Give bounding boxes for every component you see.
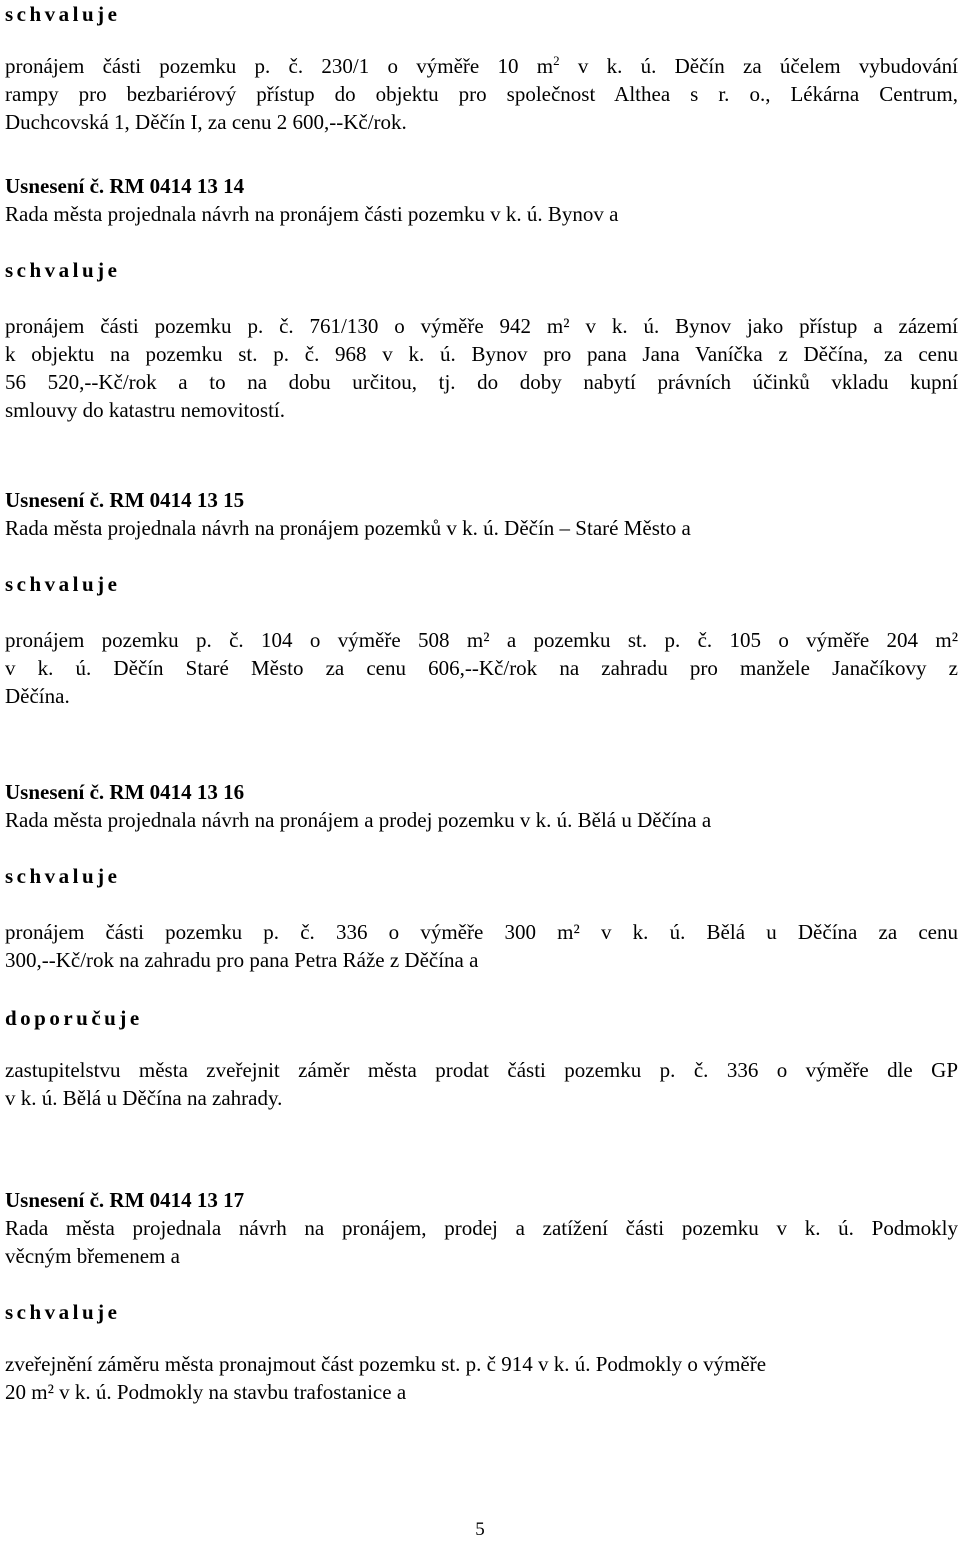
resolution-body — [5, 918, 958, 974]
keyword-schvaluje: schvaluje — [5, 572, 121, 596]
text-line: v k. ú. Bělá u Děčína na zahrady. — [5, 1086, 283, 1110]
text-line: pronájem části pozemku p. č. 230/1 o výměře 10 $m^2$ v k. ú. Děčín za účelem vybudování — [5, 53, 958, 78]
paragraph-top — [5, 52, 958, 136]
text-line: věcným břemenem a — [5, 1244, 180, 1268]
text-line: pronájem části pozemku p. č. 336 o výměře 300 m² v k. ú. Bělá u Děčína za cenu — [5, 920, 958, 944]
text-line: 300,--Kč/rok na zahradu pro pana Petra Ráže z Děčína a — [5, 948, 479, 972]
keyword-schvaluje: schvaluje — [5, 2, 121, 26]
resolution-body — [5, 1056, 958, 1112]
keyword-schvaluje: schvaluje — [5, 258, 121, 282]
text-line: 20 m² v k. ú. Podmokly na stavbu trafostanice a — [5, 1380, 407, 1404]
text-line: zveřejnění záměru města pronajmout část pozemku st. p. č 914 v k. ú. Podmokly o výměře — [5, 1352, 767, 1376]
text-line: k objektu na pozemku st. p. č. 968 v k. ú. Bynov pro pana Jana Vaníčka z Děčína, za cenu — [5, 342, 958, 366]
keyword-schvaluje: schvaluje — [5, 864, 121, 888]
resolution-body — [5, 312, 958, 424]
text-line: pronájem pozemku p. č. 104 o výměře 508 m² a pozemku st. p. č. 105 o výměře 204 m² — [5, 628, 958, 652]
resolution-number: Usnesení č. RM 0414 13 17 — [5, 1188, 245, 1212]
text-line: smlouvy do katastru nemovitostí. — [5, 398, 285, 422]
resolution-intro: Rada města projednala návrh na pronájem části pozemku v k. ú. Bynov a — [5, 202, 619, 226]
text-line: 56 520,--Kč/rok a to na dobu určitou, tj. do doby nabytí právních účinků vkladu kupní — [5, 370, 958, 394]
resolution-number: Usnesení č. RM 0414 13 14 — [5, 174, 245, 198]
keyword-schvaluje: schvaluje — [5, 1300, 121, 1324]
resolution-body — [5, 1350, 958, 1406]
text-line: pronájem části pozemku p. č. 761/130 o výměře 942 m² v k. ú. Bynov jako přístup a zázemí — [5, 314, 958, 338]
resolution-intro: Rada města projednala návrh na pronájem pozemků v k. ú. Děčín – Staré Město a — [5, 516, 691, 540]
text-line: v k. ú. Děčín Staré Město za cenu 606,--Kč/rok na zahradu pro manžele Janačíkovy z — [5, 656, 958, 680]
text-line: Děčína. — [5, 684, 70, 708]
page-number: 5 — [475, 1519, 485, 1540]
text-line: zastupitelstvu města zveřejnit záměr města prodat části pozemku p. č. 336 o výměře dle GP — [5, 1058, 958, 1082]
resolution-intro — [5, 1214, 958, 1270]
resolution-body — [5, 626, 958, 710]
resolution-number: Usnesení č. RM 0414 13 15 — [5, 488, 245, 512]
resolution-number: Usnesení č. RM 0414 13 16 — [5, 780, 245, 804]
text-line: Rada města projednala návrh na pronájem, prodej a zatížení části pozemku v k. ú. Podmokly — [5, 1216, 958, 1240]
text-line: Duchcovská 1, Děčín I, za cenu 2 600,--Kč/rok. — [5, 110, 407, 134]
text-line: rampy pro bezbariérový přístup do objektu pro společnost Althea s r. o., Lékárna Centrum, — [5, 82, 958, 106]
resolution-intro: Rada města projednala návrh na pronájem a prodej pozemku v k. ú. Bělá u Děčína a — [5, 808, 712, 832]
keyword-doporucuje: doporučuje — [5, 1006, 143, 1030]
